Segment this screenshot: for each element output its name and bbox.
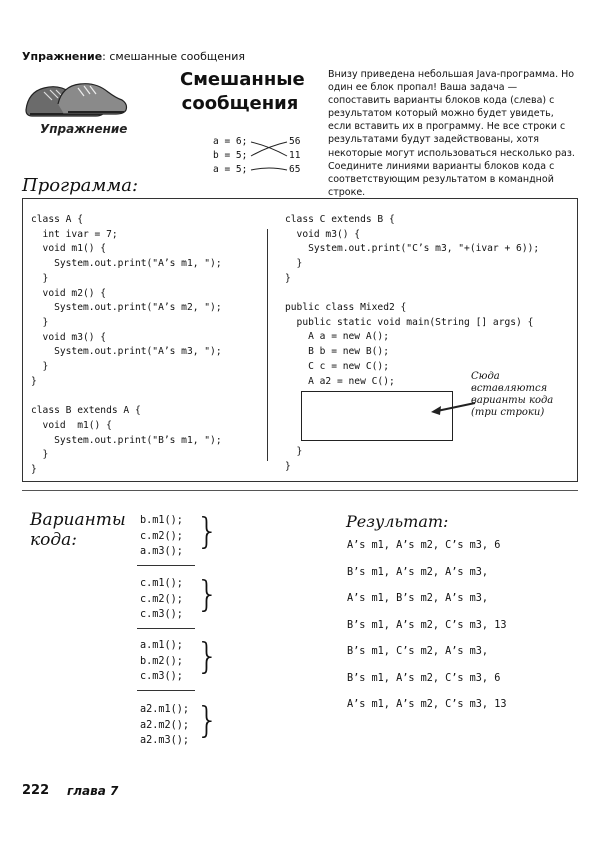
code-line: System.out.print("A’s m1, "); xyxy=(31,258,222,270)
header-rest: : смешанные сообщения xyxy=(102,50,245,63)
variant-separator xyxy=(137,628,195,629)
brace-icon: } xyxy=(196,636,219,677)
variant-line: c.m3(); xyxy=(140,671,183,682)
variants-label-line2: кода: xyxy=(30,530,78,550)
example-diagram xyxy=(205,136,315,176)
insert-note: Сюда вставляются варианты кода (три строки) xyxy=(471,371,554,418)
variant-block[interactable] xyxy=(140,700,219,749)
result-line[interactable]: B’s m1, A’s m2, A’s m3, xyxy=(347,566,489,578)
connector-lines xyxy=(249,136,289,178)
intro-text: Внизу приведена небольшая Java-программа. Но один ее блок пропал! Ваша задача — сопоставить варианты блоков кода (слева) с результатом который можно будет увидеть, если вставить их в программу. Не все строки с результатами будут задействованы, хотя некоторые могут использоваться несколько раз. Соедините линиями варианты блоков кода с соответствующим результатом в командной строке. xyxy=(328,69,575,198)
header-bold: Упражнение xyxy=(22,50,103,63)
code-line: void m2() { xyxy=(31,287,107,299)
code-line: int ivar = 7; xyxy=(31,228,118,240)
code-line: } xyxy=(31,449,49,461)
column-divider xyxy=(267,229,268,461)
brace-icon: } xyxy=(196,700,219,741)
code-line: } xyxy=(31,316,49,328)
code-line: void m3() { xyxy=(285,228,361,240)
code-line: A a = new A(); xyxy=(285,331,389,343)
code-line: } xyxy=(31,375,37,387)
variant-block[interactable] xyxy=(140,574,219,623)
variant-line: c.m2(); xyxy=(140,593,183,605)
code-line: } xyxy=(285,272,291,284)
result-line[interactable]: B’s m1, A’s m2, C’s m3, 13 xyxy=(347,619,507,631)
variant-line: a2.m3(); xyxy=(140,735,190,746)
code-line: System.out.print("A’s m2, "); xyxy=(31,302,222,314)
variant-line: b.m2(); xyxy=(140,655,183,667)
program-box xyxy=(22,198,578,482)
code-line: void m3() { xyxy=(31,331,107,343)
code-line: } xyxy=(285,460,291,472)
page-title xyxy=(180,68,305,116)
variant-line: a2.m1(); xyxy=(140,704,190,715)
sneakers-icon xyxy=(18,70,133,126)
variant-separator xyxy=(137,690,195,691)
divider-rule xyxy=(22,490,578,491)
code-line: public class Mixed2 { xyxy=(285,302,407,313)
variant-line: c.m2(); xyxy=(140,530,183,542)
code-line: System.out.print("B’s m1, "); xyxy=(31,434,222,446)
code-line: public static void main(String [] args) { xyxy=(285,316,534,328)
exercise-badge xyxy=(18,70,133,150)
variant-block[interactable] xyxy=(140,636,219,685)
code-line: } xyxy=(285,258,303,270)
code-line: C c = new C(); xyxy=(285,360,389,372)
arrow-left-icon xyxy=(427,399,477,419)
code-line: A a2 = new C(); xyxy=(285,375,395,387)
diagram-left-item: b = 5; xyxy=(213,150,248,161)
code-line: class A { xyxy=(31,214,83,225)
code-line: class B extends A { xyxy=(31,405,141,417)
result-line[interactable]: A’s m1, B’s m2, A’s m3, xyxy=(347,593,489,604)
diagram-left-item: a = 6; xyxy=(213,136,248,147)
code-line: class C extends B { xyxy=(285,214,395,225)
result-line[interactable]: B’s m1, A’s m2, C’s m3, 6 xyxy=(347,672,501,684)
title-line1: Смешанные xyxy=(180,69,305,90)
code-line: void m1() { xyxy=(31,243,107,255)
code-line: System.out.print("C’s m3, "+(ivar + 6)); xyxy=(285,243,540,255)
results-label: Результат: xyxy=(346,512,449,531)
variant-line: c.m1(); xyxy=(140,578,183,589)
diagram-right-item: 11 xyxy=(289,150,301,161)
variant-line: b.m1(); xyxy=(140,515,183,526)
code-line: } xyxy=(31,361,49,372)
brace-icon: } xyxy=(196,574,219,615)
brace-icon: } xyxy=(196,511,219,552)
result-line[interactable]: A’s m1, A’s m2, C’s m3, 13 xyxy=(347,699,507,710)
code-line: System.out.print("A’s m3, "); xyxy=(31,346,222,358)
exercise-label: Упражнение xyxy=(40,122,128,136)
program-label: Программа: xyxy=(22,175,139,196)
code-line: B b = new B(); xyxy=(285,346,389,358)
variant-line: c.m3(); xyxy=(140,609,183,620)
code-line: } xyxy=(31,463,37,475)
diagram-left-item: a = 5; xyxy=(213,164,248,175)
diagram-right-item: 56 xyxy=(289,136,301,147)
title-line2: сообщения xyxy=(181,93,299,114)
diagram-right-item: 65 xyxy=(289,164,301,175)
variant-line: a.m3(); xyxy=(140,546,183,557)
code-line: } xyxy=(285,446,303,457)
variant-line: a2.m2(); xyxy=(140,719,190,731)
section-header xyxy=(22,50,245,63)
result-line[interactable]: B’s m1, C’s m2, A’s m3, xyxy=(347,646,489,657)
code-line: void m1() { xyxy=(31,419,112,431)
variants-label xyxy=(30,510,126,550)
result-line[interactable]: A’s m1, A’s m2, C’s m3, 6 xyxy=(347,540,501,551)
variants-label-line1: Варианты xyxy=(30,510,126,530)
variant-separator xyxy=(137,565,195,566)
page-number: 222 xyxy=(22,783,50,798)
variant-block[interactable] xyxy=(140,511,219,560)
chapter-label: глава 7 xyxy=(67,784,119,798)
variant-line: a.m1(); xyxy=(140,640,183,651)
code-line: } xyxy=(31,272,49,284)
